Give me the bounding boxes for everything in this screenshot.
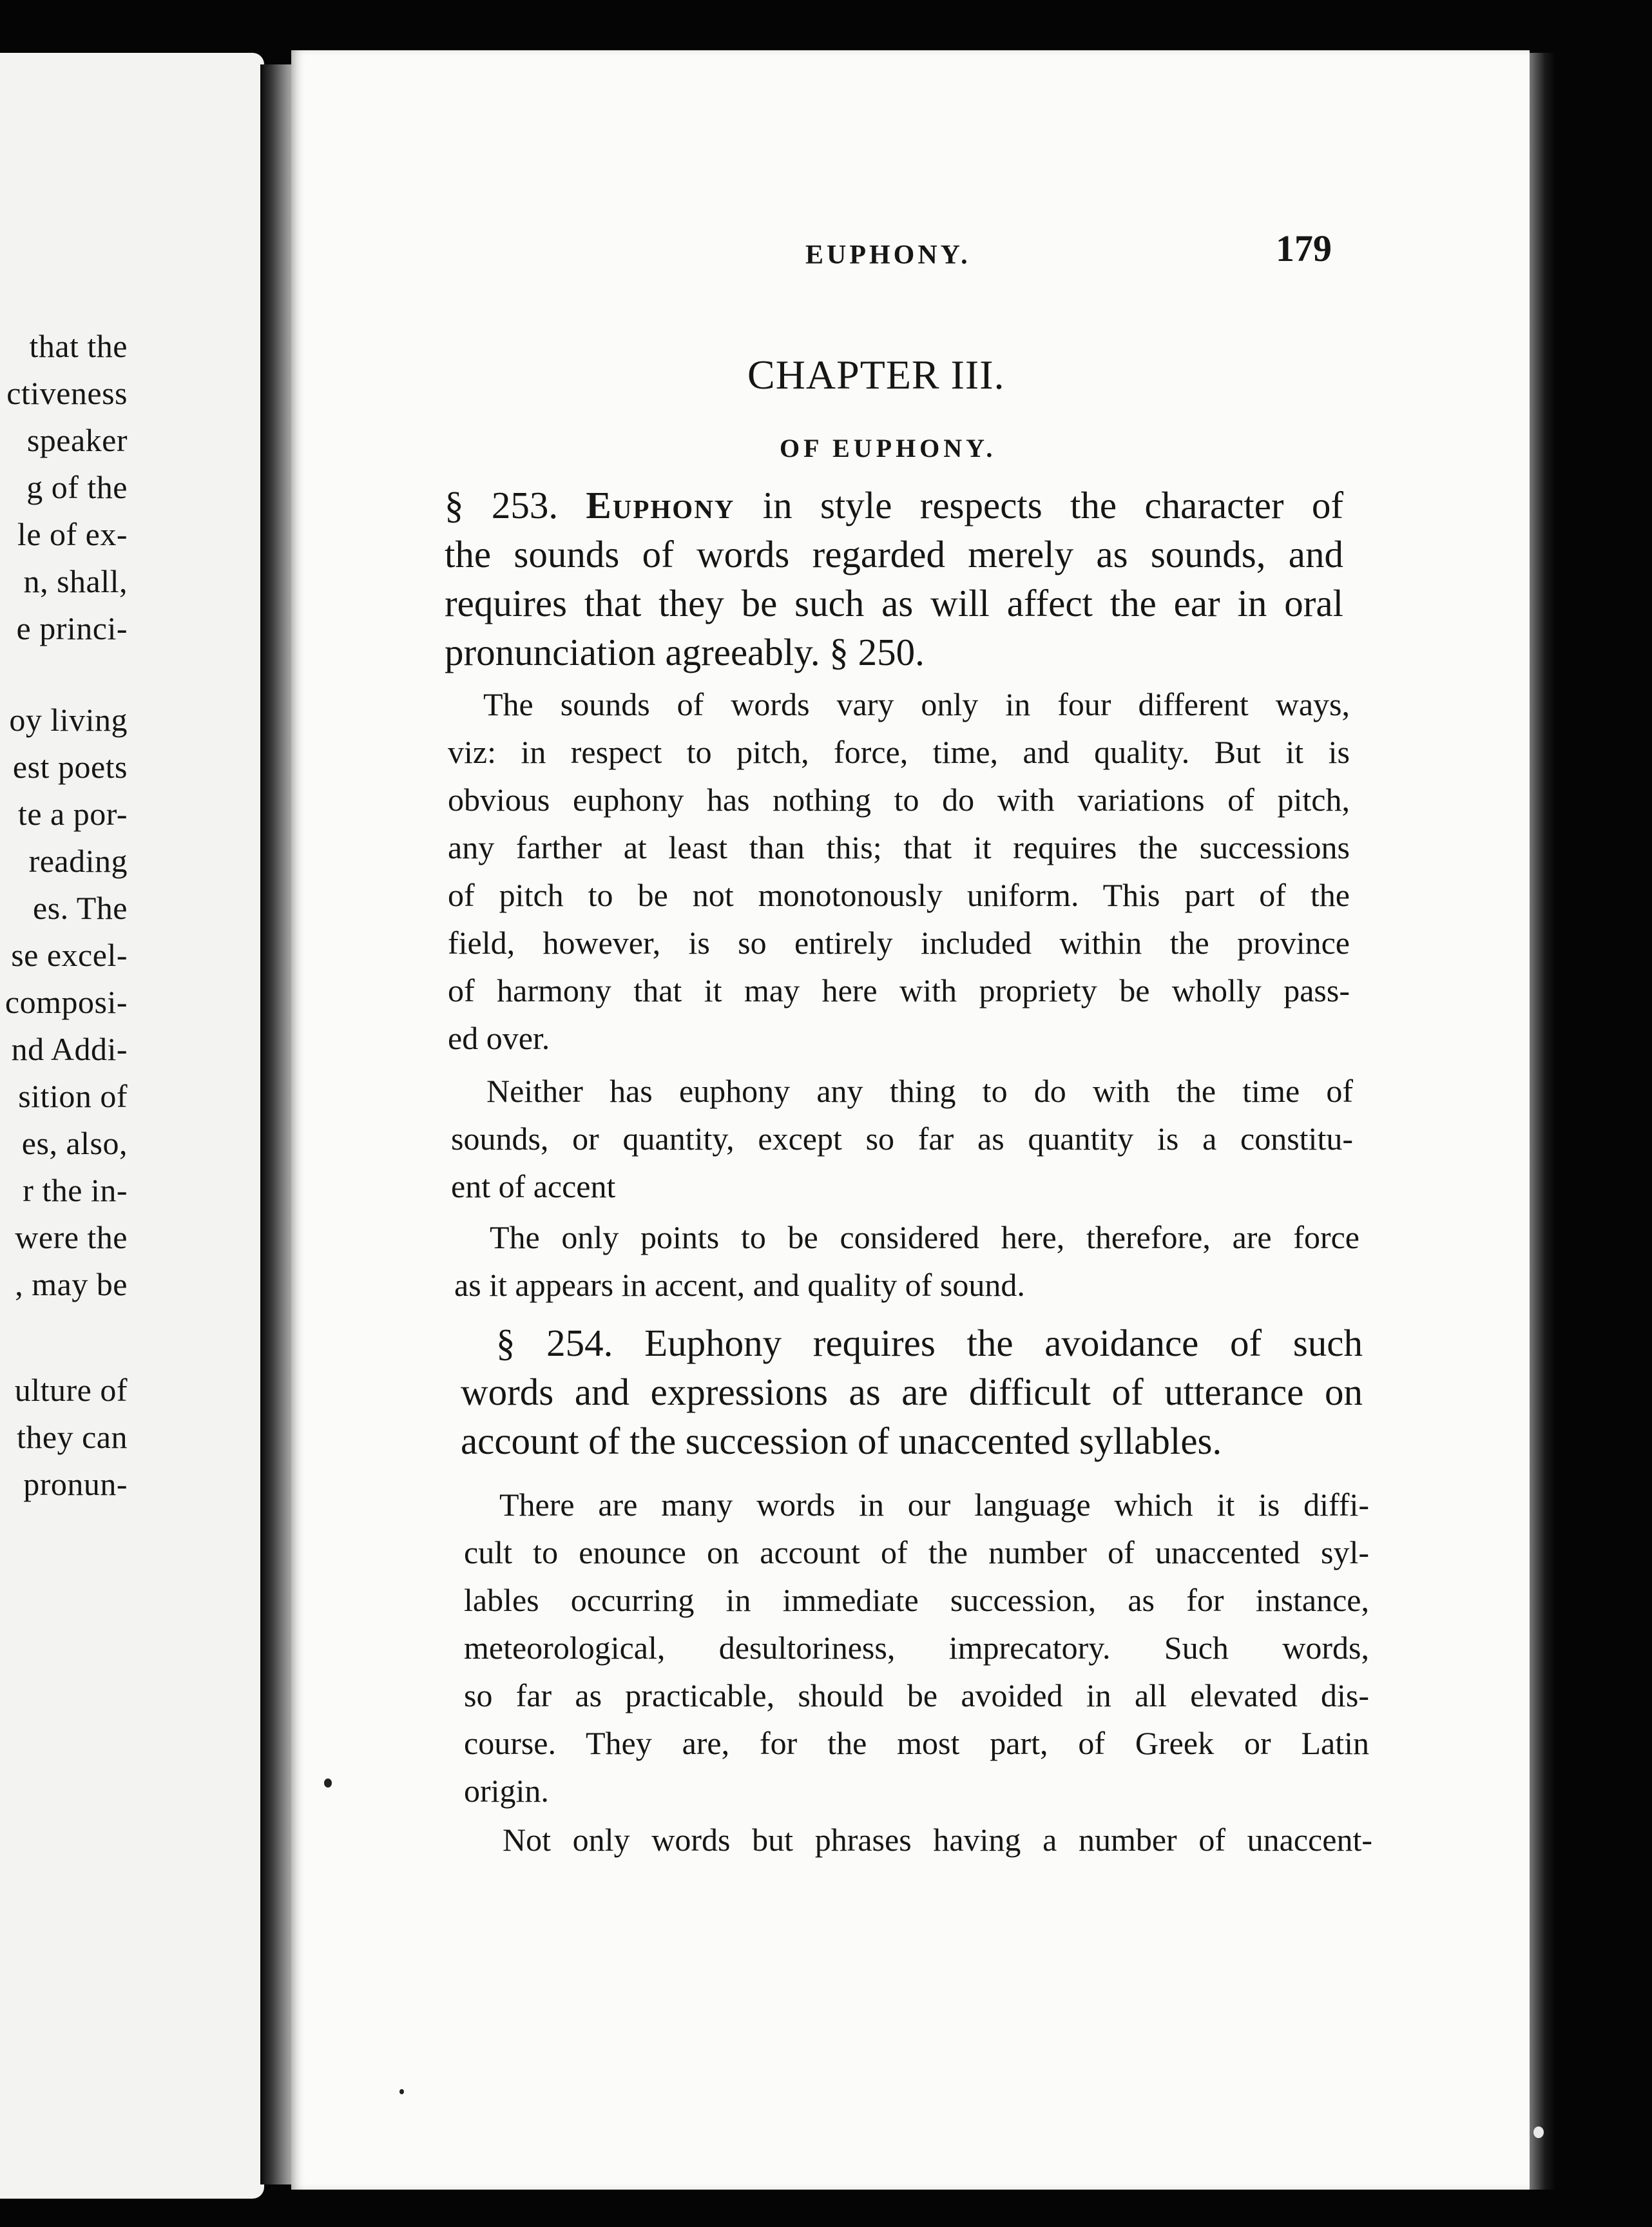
paragraph-line: cult to enounce on account of the number of unaccented syl- xyxy=(464,1534,1369,1570)
left-line: composi- xyxy=(5,984,128,1020)
ink-spot xyxy=(324,1779,332,1788)
paragraph-line: Neither has euphony any thing to do with the time of xyxy=(486,1073,1353,1109)
paragraph-line: so far as practicable, should be avoided in all elevated dis- xyxy=(464,1677,1369,1713)
paragraph-line: The sounds of words vary only in four different ways, xyxy=(483,686,1350,722)
section-254-line: account of the succession of unaccented syllables. xyxy=(461,1420,1222,1462)
paragraph-line: as it appears in accent, and quality of sound. xyxy=(454,1267,1025,1303)
paragraph-line: ed over. xyxy=(448,1020,550,1056)
paragraph-line: field, however, is so entirely included within the province xyxy=(448,925,1350,961)
paragraph-line: of pitch to be not monotonously uniform. This part of the xyxy=(448,877,1350,913)
left-facing-page xyxy=(0,53,264,2199)
left-line: est poets xyxy=(12,749,128,785)
section-term: Euphony xyxy=(586,484,735,526)
paragraph-line: of harmony that it may here with propriety be wholly pass- xyxy=(448,972,1350,1008)
section-254-line: words and expressions as are difficult of utterance on xyxy=(461,1371,1363,1413)
section-line-text: in style respects the character of xyxy=(762,484,1344,526)
left-line: se excel- xyxy=(11,937,128,973)
paragraph-line: origin. xyxy=(464,1773,549,1809)
paragraph-line: meteorological, desultoriness, imprecatory. Such words, xyxy=(464,1630,1369,1666)
section-253-line xyxy=(445,484,1344,526)
page-edge-shadow xyxy=(1530,53,1555,2190)
left-line: e princi- xyxy=(16,610,128,646)
left-line: nd Addi- xyxy=(11,1031,128,1067)
paragraph-line: lables occurring in immediate succession, as for instance, xyxy=(464,1582,1369,1618)
chapter-title: CHAPTER III. xyxy=(747,352,1005,398)
left-line: speaker xyxy=(26,422,128,458)
left-line: le of ex- xyxy=(17,516,128,552)
left-line: ulture of xyxy=(14,1372,128,1408)
page-number: 179 xyxy=(1276,227,1332,269)
section-253-line: requires that they be such as will affect the ear in oral xyxy=(445,582,1343,624)
ink-spot xyxy=(399,2089,404,2094)
paragraph-line: sounds, or quantity, except so far as quantity is a constitu- xyxy=(451,1121,1353,1157)
left-line: pronun- xyxy=(23,1466,128,1502)
left-line: ctiveness xyxy=(6,375,128,411)
paragraph-line: course. They are, for the most part, of Greek or Latin xyxy=(464,1725,1369,1761)
section-254-line: § 254. Euphony requires the avoidance of such xyxy=(496,1322,1363,1364)
left-line: were the xyxy=(15,1219,128,1255)
ink-spot xyxy=(1533,2126,1544,2138)
paragraph-line: any farther at least than this; that it requires the successions xyxy=(448,829,1350,865)
section-253-line: pronunciation agreeably. § 250. xyxy=(445,631,925,673)
section-253-line: the sounds of words regarded merely as sounds, and xyxy=(445,533,1343,575)
left-line: they can xyxy=(17,1419,128,1455)
left-line: r the in- xyxy=(23,1172,128,1208)
left-line: te a por- xyxy=(17,796,128,832)
left-line: es. The xyxy=(33,890,128,926)
left-line: , may be xyxy=(15,1266,128,1302)
paragraph-line: viz: in respect to pitch, force, time, and quality. But it is xyxy=(448,734,1350,770)
paragraph-line: Not only words but phrases having a number of unaccent- xyxy=(503,1822,1372,1858)
section-number: § 253. xyxy=(445,484,559,526)
paragraph-line: ent of accent xyxy=(451,1168,616,1204)
left-line: sition of xyxy=(18,1078,128,1114)
left-line: oy living xyxy=(9,702,128,738)
left-line: g of the xyxy=(26,469,128,505)
left-line: that the xyxy=(29,328,128,364)
chapter-subtitle: OF EUPHONY. xyxy=(780,434,997,463)
left-line: n, shall, xyxy=(23,563,128,599)
left-line: reading xyxy=(28,843,128,879)
running-head: EUPHONY. xyxy=(805,240,971,270)
paragraph-line: obvious euphony has nothing to do with variations of pitch, xyxy=(448,782,1350,818)
left-line: es, also, xyxy=(21,1125,128,1161)
paragraph-line: There are many words in our language which it is diffi- xyxy=(499,1487,1369,1523)
paragraph-line: The only points to be considered here, therefore, are force xyxy=(490,1219,1359,1255)
